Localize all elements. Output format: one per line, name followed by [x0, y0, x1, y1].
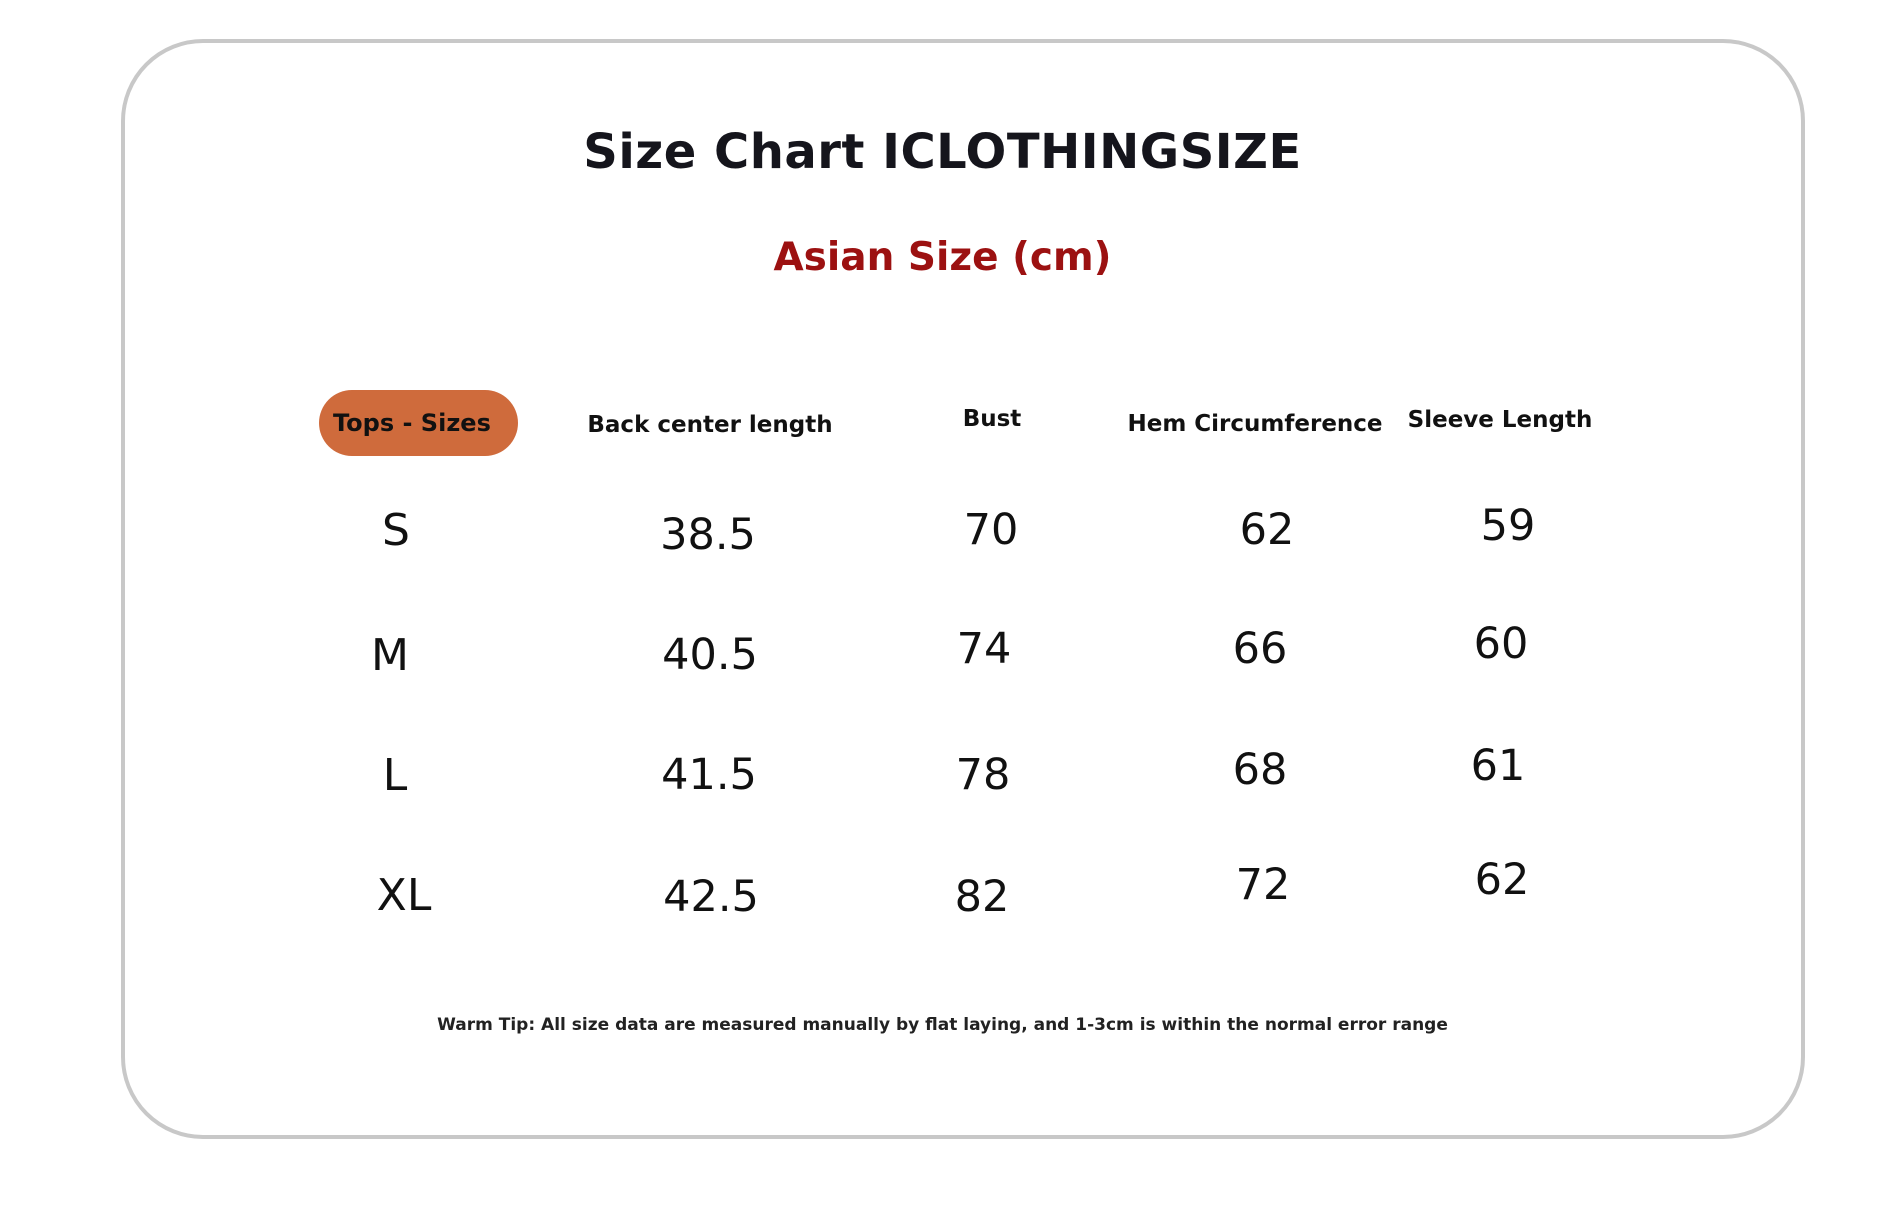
bust-m: 74 [956, 624, 1012, 674]
bust-s: 70 [963, 505, 1019, 555]
back-center-length-s: 38.5 [660, 510, 756, 560]
size-cell-l: L [382, 750, 408, 801]
header-hem-circumference: Hem Circumference [1127, 411, 1383, 437]
sleeve-length-s: 59 [1480, 501, 1536, 551]
sleeve-length-l: 61 [1470, 741, 1526, 791]
page-title: Size Chart ICLOTHINGSIZE [583, 124, 1302, 180]
back-center-length-xl: 42.5 [663, 872, 759, 922]
sleeve-length-m: 60 [1473, 619, 1529, 669]
size-cell-xl: XL [376, 870, 432, 921]
tops-sizes-header-pill: Tops - Sizes [319, 390, 518, 456]
hem-circumference-xl: 72 [1235, 860, 1291, 910]
size-cell-s: S [382, 505, 410, 556]
warm-tip-note: Warm Tip: All size data are measured manually by flat laying, and 1-3cm is within the normal error range [437, 1015, 1448, 1035]
header-sleeve-length: Sleeve Length [1407, 407, 1593, 433]
size-system-subtitle: Asian Size (cm) [773, 235, 1112, 280]
back-center-length-m: 40.5 [662, 630, 758, 680]
hem-circumference-m: 66 [1232, 624, 1288, 674]
header-bust: Bust [962, 406, 1022, 432]
size-cell-m: M [371, 630, 409, 681]
bust-xl: 82 [954, 872, 1010, 922]
back-center-length-l: 41.5 [661, 750, 757, 800]
hem-circumference-s: 62 [1239, 505, 1295, 555]
sleeve-length-xl: 62 [1474, 855, 1530, 905]
header-back-center-length: Back center length [587, 412, 833, 438]
hem-circumference-l: 68 [1232, 745, 1288, 795]
size-chart-card [121, 39, 1805, 1139]
bust-l: 78 [955, 750, 1011, 800]
